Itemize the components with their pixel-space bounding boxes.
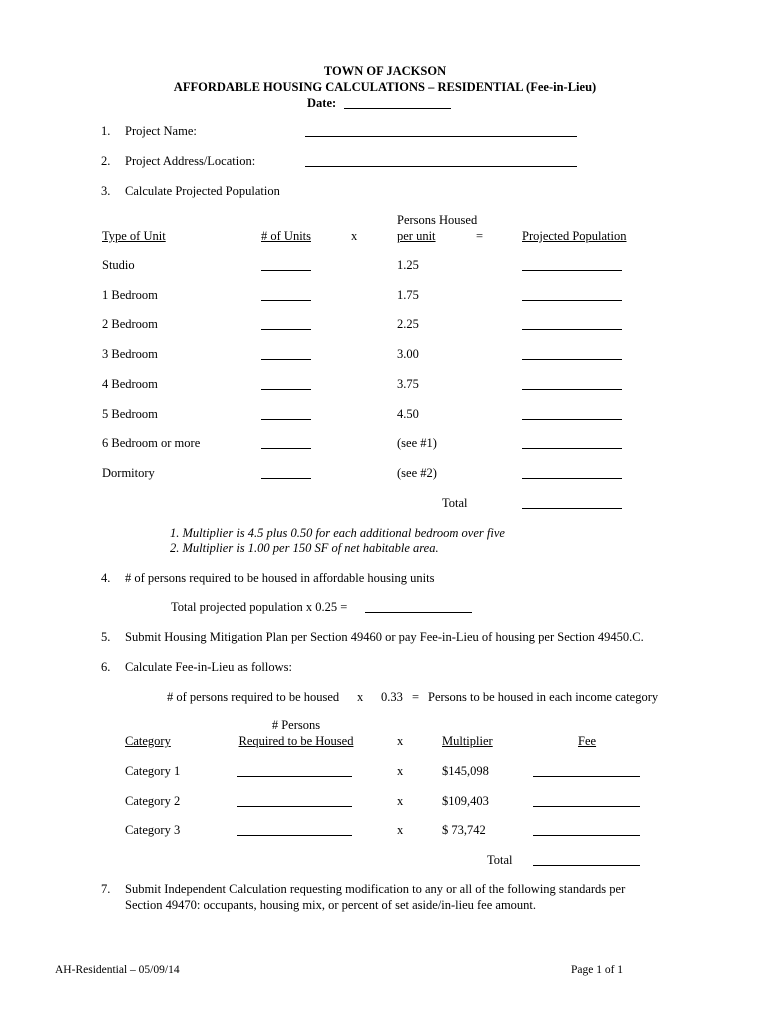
col-header-persons-line1: Persons Housed [397, 213, 478, 227]
category-multiplier: $109,403 [442, 794, 489, 808]
fee-formula-multiplier: 0.33 [381, 690, 403, 704]
fee-formula-equals: = [412, 690, 420, 704]
persons-multiplier: 2.25 [397, 317, 419, 331]
unit-type: Studio [102, 258, 135, 272]
independent-calc-line1: Submit Independent Calculation requesting modification to any or all of the following standards per [125, 882, 626, 896]
units-field[interactable] [261, 300, 311, 301]
projected-population-field[interactable] [522, 300, 622, 301]
total-population-formula: Total projected population x 0.25 = [171, 600, 348, 614]
units-field[interactable] [261, 448, 311, 449]
fee-formula-right: Persons to be housed in each income category [428, 690, 659, 704]
project-address-label: Project Address/Location: [125, 154, 256, 168]
fee-total-label: Total [487, 853, 513, 867]
col-header-persons-line1: # Persons [271, 718, 321, 732]
units-field[interactable] [261, 478, 311, 479]
calc-population-heading: Calculate Projected Population [125, 184, 280, 198]
projected-population-field[interactable] [522, 419, 622, 420]
col-header-multiplier: Multiplier [442, 734, 493, 748]
persons-multiplier: 3.75 [397, 377, 419, 391]
note-1: 1. Multiplier is 4.5 plus 0.50 for each additional bedroom over five [170, 526, 505, 540]
units-field[interactable] [261, 359, 311, 360]
projected-population-field[interactable] [522, 389, 622, 390]
unit-type: 2 Bedroom [102, 317, 158, 331]
projected-population-field[interactable] [522, 478, 622, 479]
persons-multiplier: 4.50 [397, 407, 419, 421]
persons-multiplier: (see #2) [397, 466, 437, 480]
date-field[interactable] [344, 108, 451, 109]
col-header-projected-population: Projected Population [522, 229, 627, 243]
persons-multiplier: 1.75 [397, 288, 419, 302]
units-field[interactable] [261, 389, 311, 390]
col-header-equals: = [476, 229, 484, 243]
projected-population-field[interactable] [522, 359, 622, 360]
fee-total-field[interactable] [533, 865, 640, 866]
item-4-number: 4. [101, 571, 111, 585]
town-title: TOWN OF JACKSON [323, 64, 447, 78]
projected-population-field[interactable] [522, 270, 622, 271]
fee-field[interactable] [533, 835, 640, 836]
fee-formula-times: x [357, 690, 364, 704]
note-2: 2. Multiplier is 1.00 per 150 SF of net habitable area. [170, 541, 439, 555]
persons-housed-field[interactable] [237, 806, 352, 807]
projected-population-field[interactable] [522, 329, 622, 330]
times-sign: x [397, 764, 404, 778]
category-label: Category 3 [125, 823, 181, 837]
mitigation-plan-text: Submit Housing Mitigation Plan per Section 49460 or pay Fee-in-Lieu of housing per Section 49450.C. [125, 630, 644, 644]
independent-calc-line2: Section 49470: occupants, housing mix, or percent of set aside/in-lieu fee amount. [125, 898, 537, 912]
unit-type: 3 Bedroom [102, 347, 158, 361]
project-name-label: Project Name: [125, 124, 197, 138]
times-sign: x [397, 794, 404, 808]
col-header-persons-line2: per unit [397, 229, 436, 243]
form-title: AFFORDABLE HOUSING CALCULATIONS – RESIDENTIAL (Fee-in-Lieu) [173, 80, 597, 94]
item-6-number: 6. [101, 660, 111, 674]
col-header-units: # of Units [261, 229, 311, 243]
persons-housed-field[interactable] [237, 835, 352, 836]
persons-housed-field[interactable] [237, 776, 352, 777]
persons-required-heading: # of persons required to be housed in affordable housing units [125, 571, 435, 585]
persons-required-field[interactable] [365, 612, 472, 613]
col-header-persons-line2: Required to be Housed [238, 734, 354, 748]
units-field[interactable] [261, 270, 311, 271]
category-label: Category 2 [125, 794, 181, 808]
units-field[interactable] [261, 419, 311, 420]
item-1-number: 1. [101, 124, 111, 138]
fee-field[interactable] [533, 776, 640, 777]
units-field[interactable] [261, 329, 311, 330]
persons-multiplier: (see #1) [397, 436, 437, 450]
col-header-fee: Fee [578, 734, 597, 748]
unit-type: Dormitory [102, 466, 155, 480]
col-header-category: Category [125, 734, 171, 748]
date-label: Date: [307, 96, 337, 110]
category-multiplier: $ 73,742 [442, 823, 486, 837]
unit-type: 1 Bedroom [102, 288, 158, 302]
fee-field[interactable] [533, 806, 640, 807]
unit-type: 5 Bedroom [102, 407, 158, 421]
times-sign: x [397, 823, 404, 837]
projected-population-field[interactable] [522, 448, 622, 449]
footer-form-id: AH-Residential – 05/09/14 [55, 964, 180, 976]
item-2-number: 2. [101, 154, 111, 168]
persons-multiplier: 3.00 [397, 347, 419, 361]
item-5-number: 5. [101, 630, 111, 644]
item-7-number: 7. [101, 882, 111, 896]
unit-type: 6 Bedroom or more [102, 436, 201, 450]
category-label: Category 1 [125, 764, 181, 778]
unit-type: 4 Bedroom [102, 377, 158, 391]
category-multiplier: $145,098 [442, 764, 489, 778]
col-header-times: x [351, 229, 358, 243]
persons-multiplier: 1.25 [397, 258, 419, 272]
project-name-field[interactable] [305, 136, 577, 137]
project-address-field[interactable] [305, 166, 577, 167]
item-3-number: 3. [101, 184, 111, 198]
footer-page-number: Page 1 of 1 [571, 964, 624, 976]
fee-formula-left: # of persons required to be housed [167, 690, 340, 704]
population-total-label: Total [442, 496, 468, 510]
col-header-times: x [397, 734, 404, 748]
calc-fee-heading: Calculate Fee-in-Lieu as follows: [125, 660, 292, 674]
col-header-type-of-unit: Type of Unit [102, 229, 166, 243]
population-total-field[interactable] [522, 508, 622, 509]
